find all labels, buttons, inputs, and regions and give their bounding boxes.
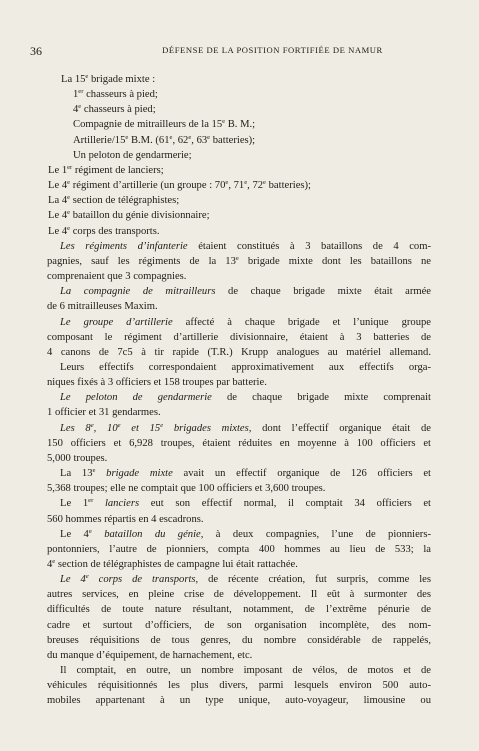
page-number: 36	[30, 44, 42, 58]
running-title: DÉFENSE DE LA POSITION FORTIFIÉE DE NAMUR	[162, 45, 383, 55]
paragraph-gendarmerie: Le peloton de gendarmerie de chaque brigade mixte comprenait 1 officier et 31 gendarmes.	[47, 392, 431, 419]
italic-term: lanciers	[104, 498, 140, 510]
list-item: La 4e section de télégraphistes;	[48, 194, 180, 207]
paragraph-infantry: Les régiments d’infanterie étaient constitués à 3 bataillons de 4 com- pagnies, sauf les régiments de la 13e brigade mixte dont les bataillons ne comprenaient que 3 compagnies.	[47, 240, 431, 283]
italic-term: corps de transports,	[98, 574, 199, 586]
list-item: Compagnie de mitrailleurs de la 15e B. M.;	[73, 118, 256, 131]
italic-term: brigade mixte	[106, 468, 173, 480]
brigade-unit-list	[47, 87, 431, 163]
paragraph-machine-gun-company: La compagnie de mitrailleurs de chaque brigade mixte était armée de 6 mitrailleuses Maxim.	[47, 286, 431, 313]
page-header	[30, 44, 449, 58]
list-item: Artillerie/15e B.M. (61e, 62e, 63e batteries);	[73, 133, 256, 146]
list-item: Le 4e corps des transports.	[48, 224, 160, 237]
list-item: 4e chasseurs à pied;	[73, 103, 156, 116]
italic-term: Le groupe d’artillerie	[60, 316, 173, 328]
paragraph-transport-corps: Le 4e corps de transports, de récente création, fut surpris, comme les autres services, en pleine crise de développement. Il eût à surmonter des difficultés de toute nature résultant, notamment, de l’extrême pénurie de cadre et surtout d’officiers, de son organisation incomplète, des nom- breuses réquisitions de tous genres, du nombre considérable de rappelés, du manque d’équipement, de harnachement, etc.	[47, 573, 431, 661]
paragraph-mixed-brigades: Les 8e, 10e et 15e brigades mixtes, dont l’effectif organique était de 150 officiers et 6,928 troupes, étaient réduites en moyenne à 100 officiers et 5,000 troupes.	[47, 421, 432, 464]
italic-term: Le peloton de gendarmerie	[60, 392, 212, 404]
paragraph-13th-brigade: La 13e brigade mixte avait un effectif organique de 126 officiers et 5,368 troupes; elle ne comptait que 100 officiers et 3,600 troupes.	[47, 467, 431, 495]
paragraph-vehicles: Il comptait, en outre, un nombre imposant de vélos, de motos et de véhicules réquisitionnés les plus divers, parmi lesquels environ 500 auto- mobiles appartenant à un type unique, auto-voyageur, limousine ou	[47, 665, 431, 707]
paragraph-effectives: Leurs effectifs correspondaient approximativement aux effectifs orga- niques fixés à 3 officiers et 158 troupes par batterie.	[47, 361, 431, 389]
paragraph-engineers: Le 4e bataillon du génie, à deux compagnies, l’une de pionniers- pontonniers, l’autre de pionniers, compta 400 hommes au lieu de 533; la 4e section de télégraphistes de campagne lui était rattachée.	[47, 527, 431, 570]
list-item: Le 4e bataillon du génie divisionnaire;	[48, 209, 210, 222]
paragraph-artillery-group: Le groupe d’artillerie affecté à chaque brigade et l’unique groupe composant le régiment d’artillerie divisionnaire, étaient à 3 batteries de 4 canons de 7c5 à tir rapide (T.R.) Krupp analogues au matériel allemand.	[47, 316, 431, 358]
italic-term: Les régiments d’infanterie	[60, 240, 188, 252]
brigade-title: La 15e brigade mixte :	[61, 73, 156, 85]
italic-term: La compagnie de mitrailleurs	[60, 286, 216, 298]
list-item: Le 4e régiment d’artillerie (un groupe : 70e, 71e, 72e batteries);	[48, 179, 311, 192]
italic-term: et 15e brigades mixtes,	[131, 421, 252, 434]
paragraph-lancers: Le 1er lanciers eut son effectif normal, il comptait 34 officiers et 560 hommes répartis en 4 escadrons.	[47, 497, 431, 525]
division-unit-list	[47, 163, 431, 239]
list-item: Le 1er régiment de lanciers;	[48, 163, 164, 176]
page-body	[47, 72, 431, 709]
list-item: 1er chasseurs à pied;	[73, 88, 158, 101]
italic-term: bataillon du génie,	[104, 528, 204, 540]
list-item: Un peloton de gendarmerie;	[73, 149, 192, 161]
